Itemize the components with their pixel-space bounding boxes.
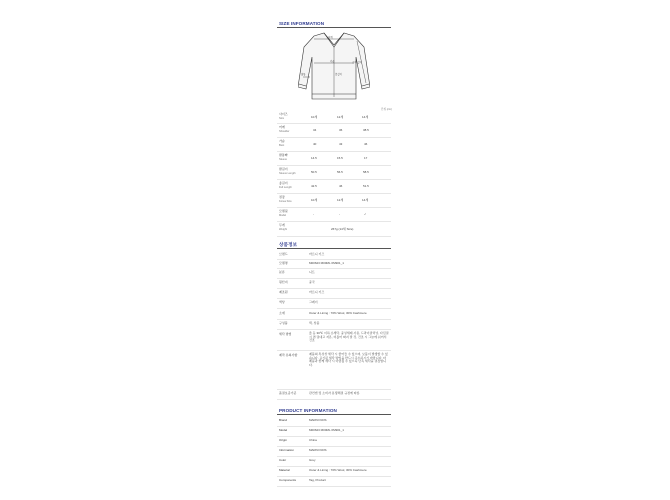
table-row: Material Outer & Lining : 70% Wool, 30% Cashmere [277,467,391,477]
table-row: 권장 Korea Size 10세 12세 14세 [277,194,391,208]
table-row: 분류 니트 [277,269,391,279]
diagram-label-shoulder: 어깨 [328,36,333,39]
table-row: 세탁 방법 울 등 30℃ 이하 손세탁, 중성세제 사용, 드라이클리닝, 다림질 시 면 덧대고 저온, 비틀어 짜지 말 것, 건조 시 그늘에 뉘어서 건조 [277,330,391,351]
table-row: 팔통빠 Sleeve 14.5 15.5 17 [277,152,391,166]
table-row: 품질보증기준 관련법 및 소비자 분쟁해결 규정에 따름 [277,390,391,400]
table-row: Color Grey [277,457,391,467]
table-row: 모델핏 Model - - ✓ [277,208,391,222]
table-row: Information MARNI KIDS [277,447,391,457]
table-row: 모델명 M00623 M00ML 0M901_1 [277,260,391,269]
product-info-en-divider [277,414,391,415]
size-info-title: SIZE INFORMATION [279,21,325,26]
table-row: Origin China [277,437,391,447]
table-row: Brand MARNI KIDS [277,417,391,427]
unit-label: 단위 (cm) [381,108,392,111]
diagram-label-bust: 가슴 [330,60,335,63]
table-row: 어깨 Shoulder 34 36 38.5 [277,124,391,138]
table-row: 제조원 마르니 키즈 [277,289,391,299]
table-row: 가슴 Bust 40 43 46 [277,138,391,152]
table-row: 원산지 중국 [277,279,391,289]
product-detail-panel [272,14,396,500]
table-row: 브랜드 마르니 키즈 [277,251,391,260]
diagram-label-sleeve: 소매 길이 [352,61,362,64]
diagram-label-cuff: 팔통 [301,73,306,76]
product-info-ko-divider [277,248,391,249]
table-row: 팔길이 Sleeve Length 50.5 56.5 58.5 [277,166,391,180]
product-info-en-title: PRODUCT INFORMATION [279,408,337,413]
table-row: Components Tag, Product [277,477,391,487]
table-row: 사이즈 Size 10세 12세 14세 [277,112,391,124]
table-row: 총길이 Full Length 42.5 46 51.5 [277,180,391,194]
sweater-diagram [298,31,370,101]
table-row: 색상 그레이 [277,299,391,309]
diagram-label-length: 총길이 [335,73,342,76]
product-info-ko-title: 상품정보 [279,242,298,247]
care-notes-text: 제품의 특성상 세탁 시 줄어들 수 있으며, 보풀이 발생할 수 있습니다. 표기된 세탁 방법을 반드시 준수하시기 바랍니다. 타 제품과 함께 세탁 시 이염될 수 있으니 단독 세탁을 권장합니다. [309,352,388,367]
size-info-divider [277,27,391,28]
table-row: 구성품 택, 상품 [277,320,391,330]
table-row: 제작 유의사항 제품의 특성상 세탁 시 줄어들 수 있으며, 보풀이 발생할 수 있습니다. 표기된 세탁 방법을 반드시 준수하시기 바랍니다. 타 제품과 함께 세탁 시 이염될 수 있으니 단독 세탁을 권장합니다. [277,351,391,390]
table-row: Model M00623 M00ML 0M901_1 [277,427,391,437]
table-row: 소재 Outer & Lining : 70% Wool, 30% Cashmere [277,309,391,320]
table-row: 무게 Weight 267g (14세 Size) [277,222,391,237]
wash-method-text: 울 등 30℃ 이하 손세탁, 중성세제 사용, 드라이클리닝, 다림질 시 면 덧대고 저온, 비틀어 짜지 말 것, 건조 시 그늘에 뉘어서 건조 [309,331,389,343]
